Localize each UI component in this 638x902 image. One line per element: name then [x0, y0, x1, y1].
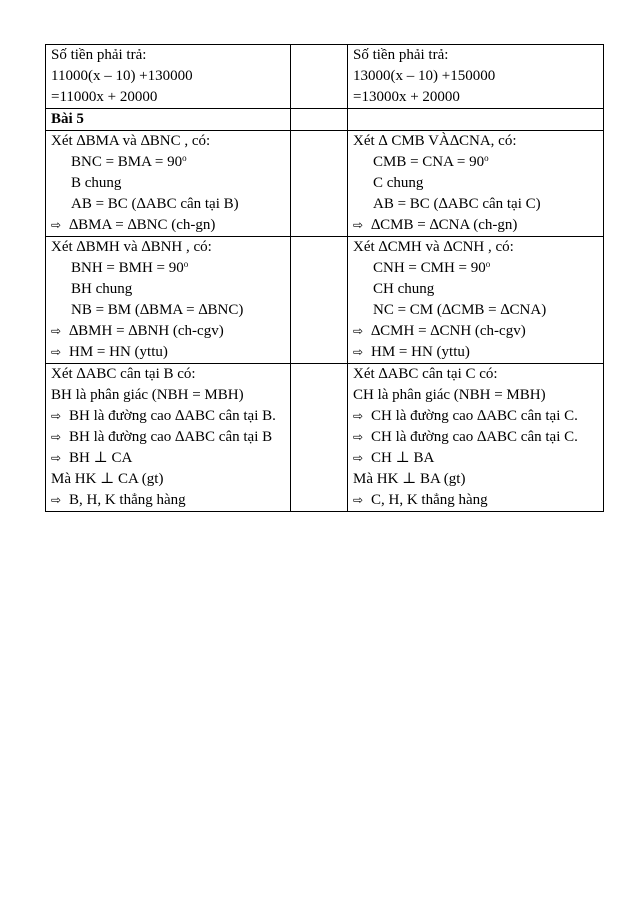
right-cell [348, 45, 604, 109]
text-line: =11000x + 20000 [51, 89, 158, 105]
text-line: Xét ∆BMH và ∆BNH , có: [51, 239, 212, 255]
right-outline-arrow-icon: ⇨ [353, 218, 364, 232]
solution-table [45, 44, 604, 512]
text-line: NC = CM (∆CMB = ∆CNA) [373, 302, 547, 318]
right-outline-arrow-icon: ⇨ [353, 451, 364, 465]
text-span: HM = HN (yttu) [69, 344, 168, 360]
superscript: o [484, 153, 489, 163]
empty-cell [291, 237, 348, 364]
conclusion-line [353, 342, 598, 363]
conclusion-line [51, 448, 285, 469]
text-line: Xét ∆CMH và ∆CNH , có: [353, 239, 514, 255]
text-span: BNH = BMH = 90 [71, 260, 184, 276]
conclusion-line [353, 215, 598, 236]
text-line: B chung [71, 175, 122, 191]
conclusion-line [51, 342, 285, 363]
text-span: BNC = BMA = 90 [71, 154, 183, 170]
right-outline-arrow-icon: ⇨ [353, 324, 364, 338]
superscript: o [183, 259, 189, 269]
conclusion-line [51, 490, 285, 511]
table-row [46, 237, 604, 364]
text-line: C chung [373, 175, 424, 191]
text-span: CMB = CNA = 90 [373, 154, 485, 170]
table-row [46, 364, 604, 512]
empty-cell [348, 109, 604, 131]
conclusion-line [51, 321, 285, 342]
text-span: CH ⊥ BA [371, 450, 435, 466]
right-outline-arrow-icon: ⇨ [353, 430, 364, 444]
text-span: CNH = CMH = 90 [373, 260, 486, 276]
text-line: BH là phân giác (NBH = MBH) [51, 387, 244, 403]
table-row [46, 131, 604, 237]
right-outline-arrow-icon: ⇨ [51, 324, 62, 338]
text-line: NB = BM (∆BMA = ∆BNC) [71, 302, 244, 318]
text-line: Số tiền phải trả: [51, 47, 147, 63]
text-line: CH là phân giác (NBH = MBH) [353, 387, 546, 403]
right-cell [348, 131, 604, 237]
left-cell [46, 364, 291, 512]
empty-cell [291, 131, 348, 237]
right-outline-arrow-icon: ⇨ [353, 493, 364, 507]
right-outline-arrow-icon: ⇨ [51, 218, 62, 232]
text-line: AB = BC (∆ABC cân tại B) [71, 196, 239, 212]
superscript: o [182, 153, 187, 163]
text-line: AB = BC (∆ABC cân tại C) [373, 196, 541, 212]
text-span: ∆CMH = ∆CNH (ch-cgv) [371, 323, 526, 339]
left-cell [46, 237, 291, 364]
text-span: BH là đường cao ∆ABC cân tại B [69, 429, 273, 445]
text-span: CH là đường cao ∆ABC cân tại C. [371, 429, 578, 445]
empty-cell [291, 109, 348, 131]
text-span: ∆BMA = ∆BNC (ch-gn) [69, 217, 216, 233]
text-line: Số tiền phải trả: [353, 47, 449, 63]
right-cell [348, 364, 604, 512]
conclusion-line [51, 215, 285, 236]
conclusion-line [353, 490, 598, 511]
text-line [353, 258, 598, 279]
text-span: CH là đường cao ∆ABC cân tại C. [371, 408, 578, 424]
text-line [353, 152, 598, 173]
text-line: 13000(x – 10) +150000 [353, 68, 496, 84]
superscript: o [485, 259, 491, 269]
text-line: Xét ∆ABC cân tại C có: [353, 366, 498, 382]
text-line [51, 152, 285, 173]
text-span: B, H, K thẳng hàng [69, 492, 186, 508]
text-line: Xét ∆ABC cân tại B có: [51, 366, 196, 382]
text-span: BH ⊥ CA [69, 450, 133, 466]
text-line: Mà HK ⊥ CA (gt) [51, 471, 164, 487]
right-outline-arrow-icon: ⇨ [353, 345, 364, 359]
text-line: BH chung [71, 281, 133, 297]
right-outline-arrow-icon: ⇨ [51, 409, 62, 423]
conclusion-line [51, 406, 285, 427]
right-outline-arrow-icon: ⇨ [51, 345, 62, 359]
right-outline-arrow-icon: ⇨ [353, 409, 364, 423]
text-line: Mà HK ⊥ BA (gt) [353, 471, 466, 487]
conclusion-line [353, 321, 598, 342]
text-line: Xét ∆BMA và ∆BNC , có: [51, 133, 211, 149]
text-span: BH là đường cao ∆ABC cân tại B. [69, 408, 276, 424]
text-span: HM = HN (yttu) [371, 344, 470, 360]
right-outline-arrow-icon: ⇨ [51, 451, 62, 465]
empty-cell [291, 45, 348, 109]
text-line: 11000(x – 10) +130000 [51, 68, 193, 84]
text-span: ∆BMH = ∆BNH (ch-cgv) [69, 323, 224, 339]
right-cell [348, 237, 604, 364]
table-row [46, 109, 604, 131]
conclusion-line [51, 427, 285, 448]
section-title-cell [46, 109, 291, 131]
text-line: =13000x + 20000 [353, 89, 460, 105]
text-line: Xét ∆ CMB VÀ∆CNA, có: [353, 133, 517, 149]
table-row [46, 45, 604, 109]
text-span: ∆CMB = ∆CNA (ch-gn) [371, 217, 518, 233]
right-outline-arrow-icon: ⇨ [51, 493, 62, 507]
right-outline-arrow-icon: ⇨ [51, 430, 62, 444]
text-span: C, H, K thẳng hàng [371, 492, 488, 508]
empty-cell [291, 364, 348, 512]
conclusion-line [353, 448, 598, 469]
left-cell [46, 131, 291, 237]
conclusion-line [353, 406, 598, 427]
text-line [51, 258, 285, 279]
text-line: CH chung [373, 281, 435, 297]
conclusion-line [353, 427, 598, 448]
section-title: Bài 5 [51, 111, 84, 127]
left-cell [46, 45, 291, 109]
